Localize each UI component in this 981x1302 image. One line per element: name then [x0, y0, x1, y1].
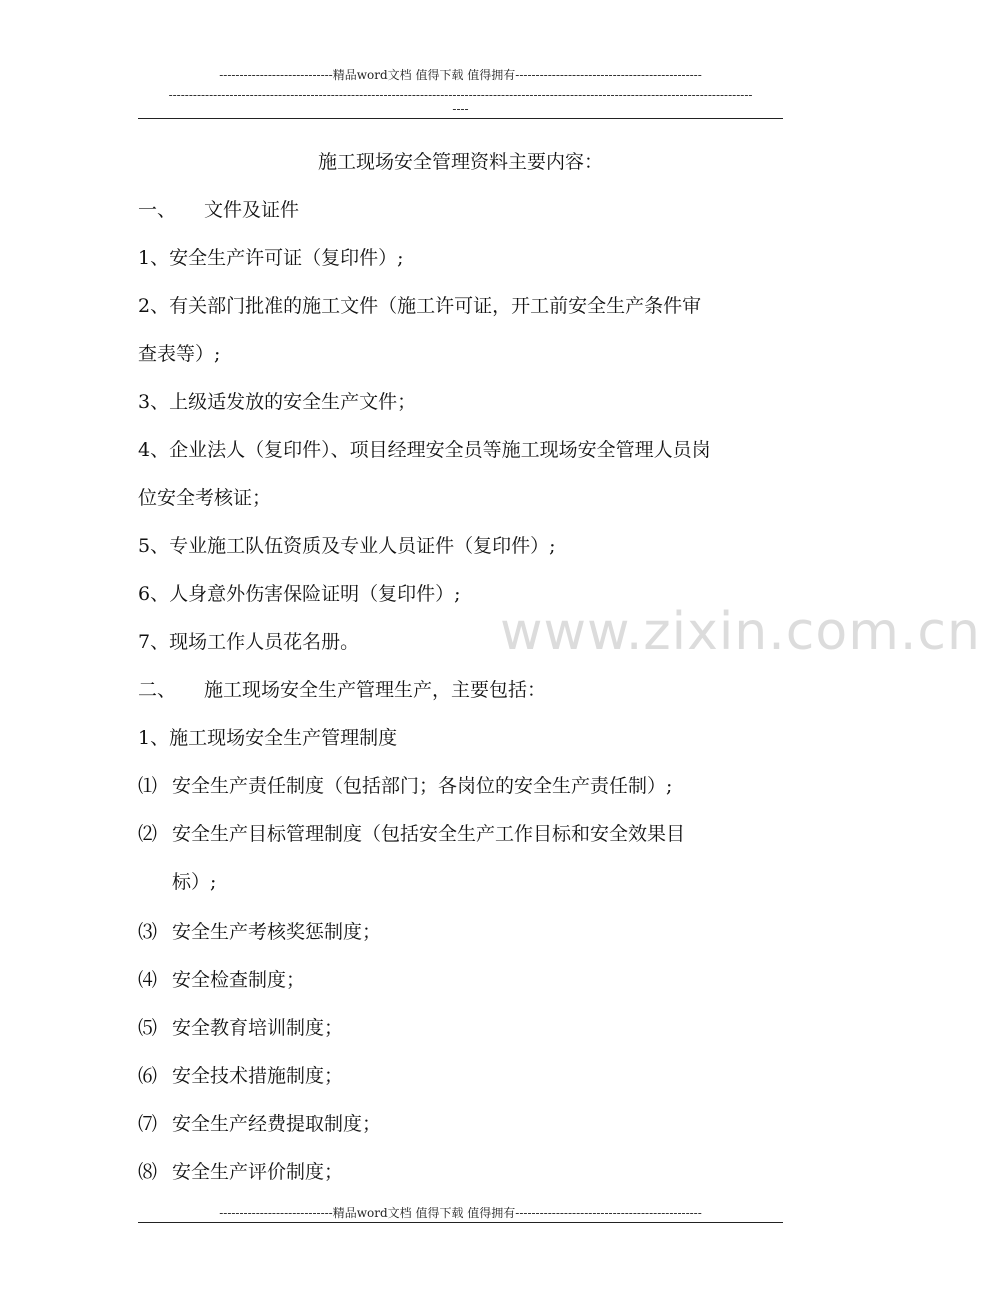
header-banner: ----------------------------精品word文档 值得下载 值得拥有---------------------------------------------- — [219, 68, 702, 82]
footer-banner: ----------------------------精品word文档 值得下载 值得拥有---------------------------------------------- — [219, 1206, 702, 1220]
list-item: ⑻ 安全生产评价制度； — [138, 1161, 344, 1183]
list-item: ⑸ 安全教育培训制度； — [138, 1017, 344, 1039]
section-number: 一、 — [138, 199, 177, 221]
section-heading-1 — [138, 196, 299, 224]
section-title: 施工现场安全生产管理生产，主要包括： — [204, 679, 547, 701]
list-item: 1、安全生产许可证（复印件）; — [138, 247, 404, 269]
subsection-heading: 1、施工现场安全生产管理制度 — [138, 727, 398, 749]
list-item: 6、人身意外伤害保险证明（复印件）; — [138, 583, 461, 605]
watermark: www.zixin.com.cn — [500, 602, 981, 662]
list-item: ⑵ 安全生产目标管理制度（包括安全生产工作目标和安全效果目 — [138, 823, 686, 845]
page-title: 施工现场安全管理资料主要内容： — [317, 151, 603, 173]
list-item: ⑹ 安全技术措施制度； — [138, 1065, 344, 1087]
header-dashes: ------------------------------------------------------------------------------------------------------------------------------------------------ — [168, 88, 753, 102]
list-item: ⑶ 安全生产考核奖惩制度； — [138, 921, 382, 943]
list-item: 7、现场工作人员花名册。 — [138, 631, 360, 653]
list-item: ⑺ 安全生产经费提取制度； — [138, 1113, 382, 1135]
list-item: 标）; — [172, 871, 217, 893]
footer-rule — [138, 1222, 783, 1223]
list-item: 4、企业法人（复印件）、项目经理安全员等施工现场安全管理人员岗 — [138, 439, 711, 461]
list-item: 2、有关部门批准的施工文件（施工许可证，开工前安全生产条件审 — [138, 295, 702, 317]
section-number: 二、 — [138, 679, 177, 701]
list-item: 3、上级适发放的安全生产文件； — [138, 391, 417, 413]
list-item: 位安全考核证； — [138, 487, 272, 509]
header-dashes-short: ---- — [452, 102, 469, 116]
section-heading-2 — [138, 676, 546, 704]
section-title: 文件及证件 — [204, 199, 300, 221]
list-item: 5、专业施工队伍资质及专业人员证件（复印件）; — [138, 535, 556, 557]
list-item: 查表等）; — [138, 343, 221, 365]
header-rule — [138, 118, 783, 119]
list-item: ⑷ 安全检查制度； — [138, 969, 306, 991]
list-item: ⑴ 安全生产责任制度（包括部门；各岗位的安全生产责任制）; — [138, 775, 673, 797]
